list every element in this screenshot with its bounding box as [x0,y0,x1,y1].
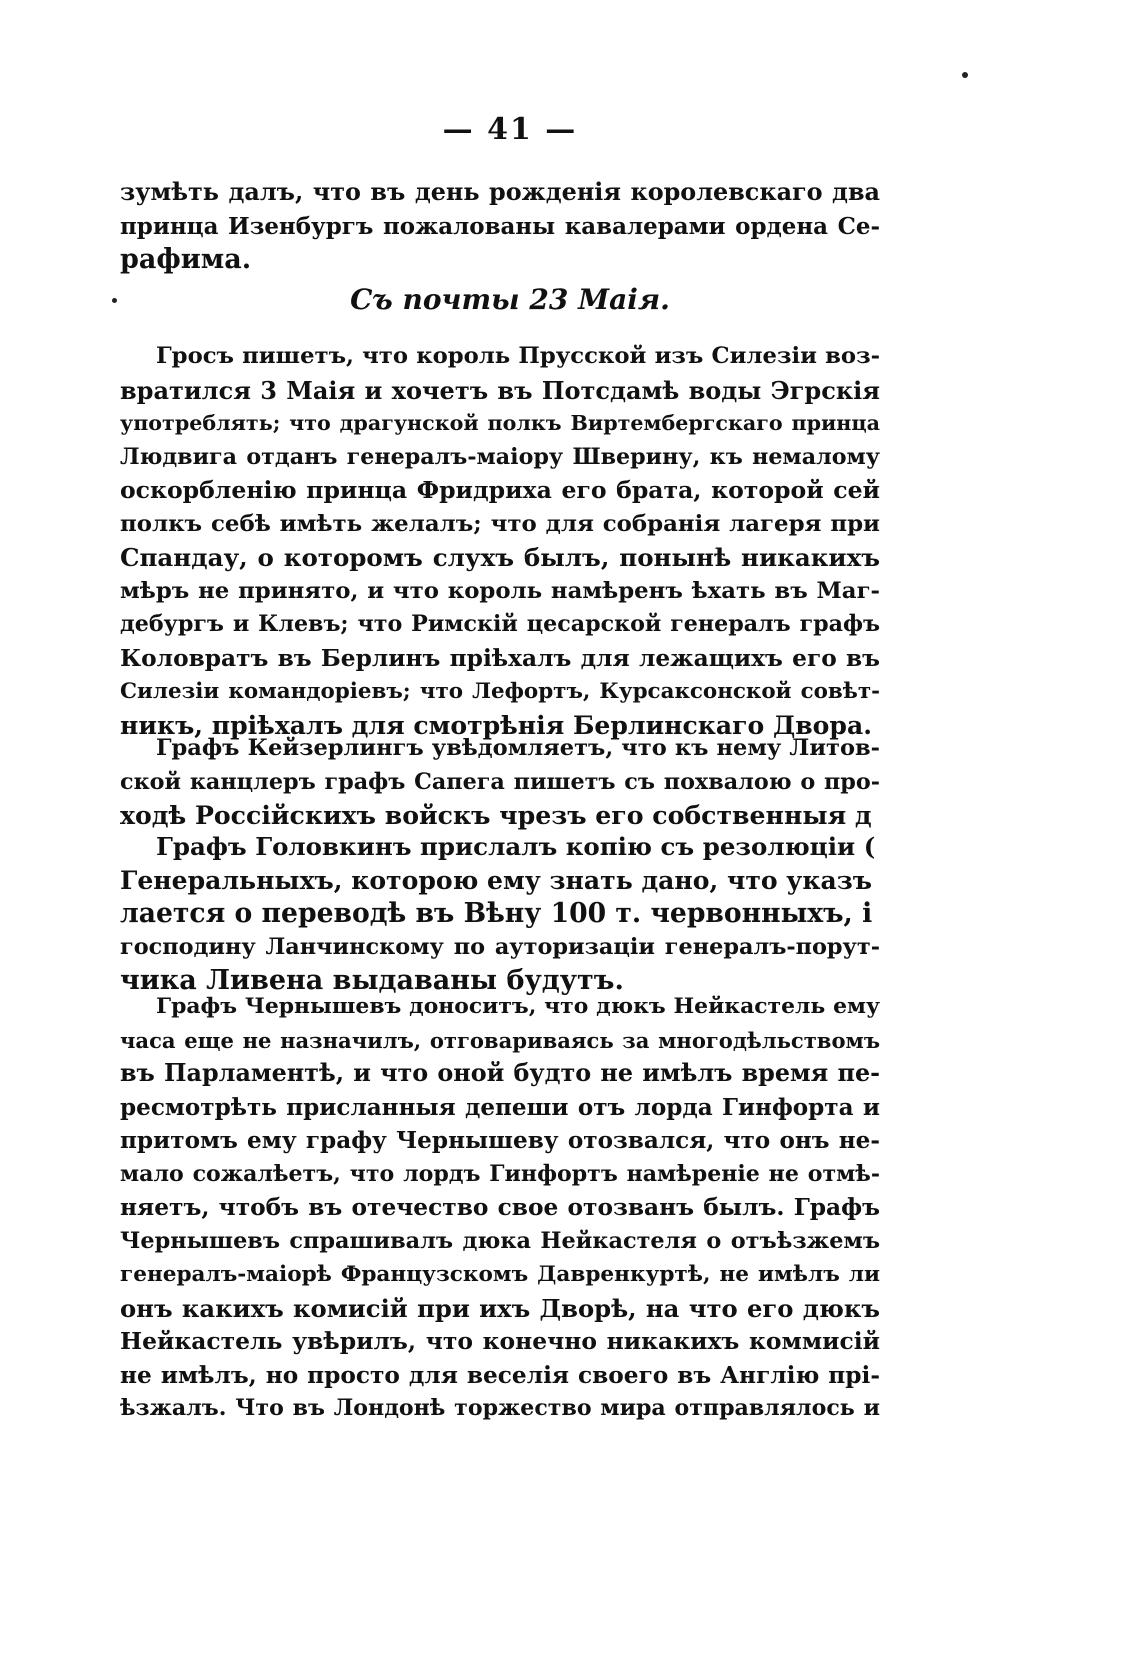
text-line: Силезіи командоріевъ; что Лефортъ, Курсаксонской совѣт- [120,679,880,704]
page-number: — 41 — [442,112,578,147]
text-line: чика Ливена выдаваны будутъ. [120,965,624,996]
paragraph [120,340,880,742]
text-line: не имѣлъ, но просто для веселія своего въ Англію прі- [120,1361,880,1389]
text-line: вратился 3 Маія и хочетъ въ Потсдамѣ воды Эгрскія [120,375,880,405]
paragraph [120,732,880,833]
text-line: Людвига отданъ генералъ-маіору Шверину, къ немалому [120,443,880,470]
paragraph [120,990,880,1426]
text-line: лается о переводѣ въ Вѣну 100 т. червонныхъ, і [120,898,873,929]
text-line: ходѣ Россійскихъ войскъ чрезъ его собственныя д [120,800,872,830]
paragraph [120,830,880,998]
text-line: Гросъ пишетъ, что король Прусской изъ Силезіи воз- [156,343,880,369]
text-line: употреблять; что драгунской полкъ Виртембергскаго принца [120,411,880,435]
text-line: дебургъ и Клевъ; что Римскій цесарской генералъ графъ [120,611,880,637]
text-line: полкъ себѣ имѣть желалъ; что для собранія лагеря при [120,510,880,537]
text-line: принца Изенбургъ пожалованы кавалерами ордена Се- [120,212,880,240]
text-line: Чернышевъ спрашивалъ дюка Нейкастеля о отъѣзжемъ [120,1227,880,1254]
text-line: Графъ Кейзерлингъ увѣдомляетъ, что къ нему Литов- [156,735,880,761]
section-heading: Съ почты 23 Маія. [350,283,670,316]
text-line: Нейкастель увѣрилъ, что конечно никакихъ коммисій [120,1327,880,1355]
text-line: часа еще не назначилъ, отговариваясь за многодѣльствомъ [120,1027,880,1053]
text-line: никъ, пріѣхалъ для смотрѣнія Берлинскаго Двора. [120,709,872,740]
text-line: Спандау, о которомъ слухъ былъ, понынѣ никакихъ [120,543,880,572]
text-line: няетъ, чтобъ въ отечество свое отозванъ былъ. Графъ [120,1194,880,1221]
text-line: Коловратъ въ Берлинъ пріѣхалъ для лежащихъ его въ [120,644,880,672]
paragraph [120,176,880,277]
text-line: онъ какихъ комисій при ихъ Дворѣ, на что его дюкъ [120,1293,880,1323]
text-line: Генеральныхъ, которою ему знать дано, что указъ [120,864,872,895]
text-line: ресмотрѣть присланныя депеши отъ лорда Гинфорта и [120,1093,880,1121]
text-line: ѣзжалъ. Что въ Лондонѣ торжество мира отправлялось и [120,1395,880,1421]
text-line: господину Ланчинскому по ауторизаціи генералъ-порут- [120,933,880,960]
text-line: оскорбленію принца Фридриха его брата, которой сей [120,476,880,504]
text-line: Графъ Головкинъ прислалъ копію съ резолюціи ( [156,832,876,861]
text-line: генералъ-маіорѣ Французскомъ Давренкуртѣ, не имѣлъ ли [120,1262,880,1287]
stray-ink-mark [962,72,968,78]
text-line: зумѣть далъ, что въ день рожденія королевскаго два [120,178,880,206]
text-line: Графъ Чернышевъ доноситъ, что дюкъ Нейкастель ему [156,993,880,1019]
text-line: мало сожалѣетъ, что лордъ Гинфортъ намѣреніе не отмѣ- [120,1160,880,1187]
text-line: ской канцлеръ графъ Сапега пишетъ съ похвалою о про- [120,768,880,795]
text-line: рафима. [120,244,252,275]
text-line: притомъ ему графу Чернышеву отозвался, что онъ не- [120,1127,880,1154]
text-line: мѣръ не принято, и что король намѣренъ ѣхать въ Маг- [120,577,880,604]
text-line: въ Парламентѣ, и что оной будто не имѣлъ время пе- [120,1059,880,1087]
